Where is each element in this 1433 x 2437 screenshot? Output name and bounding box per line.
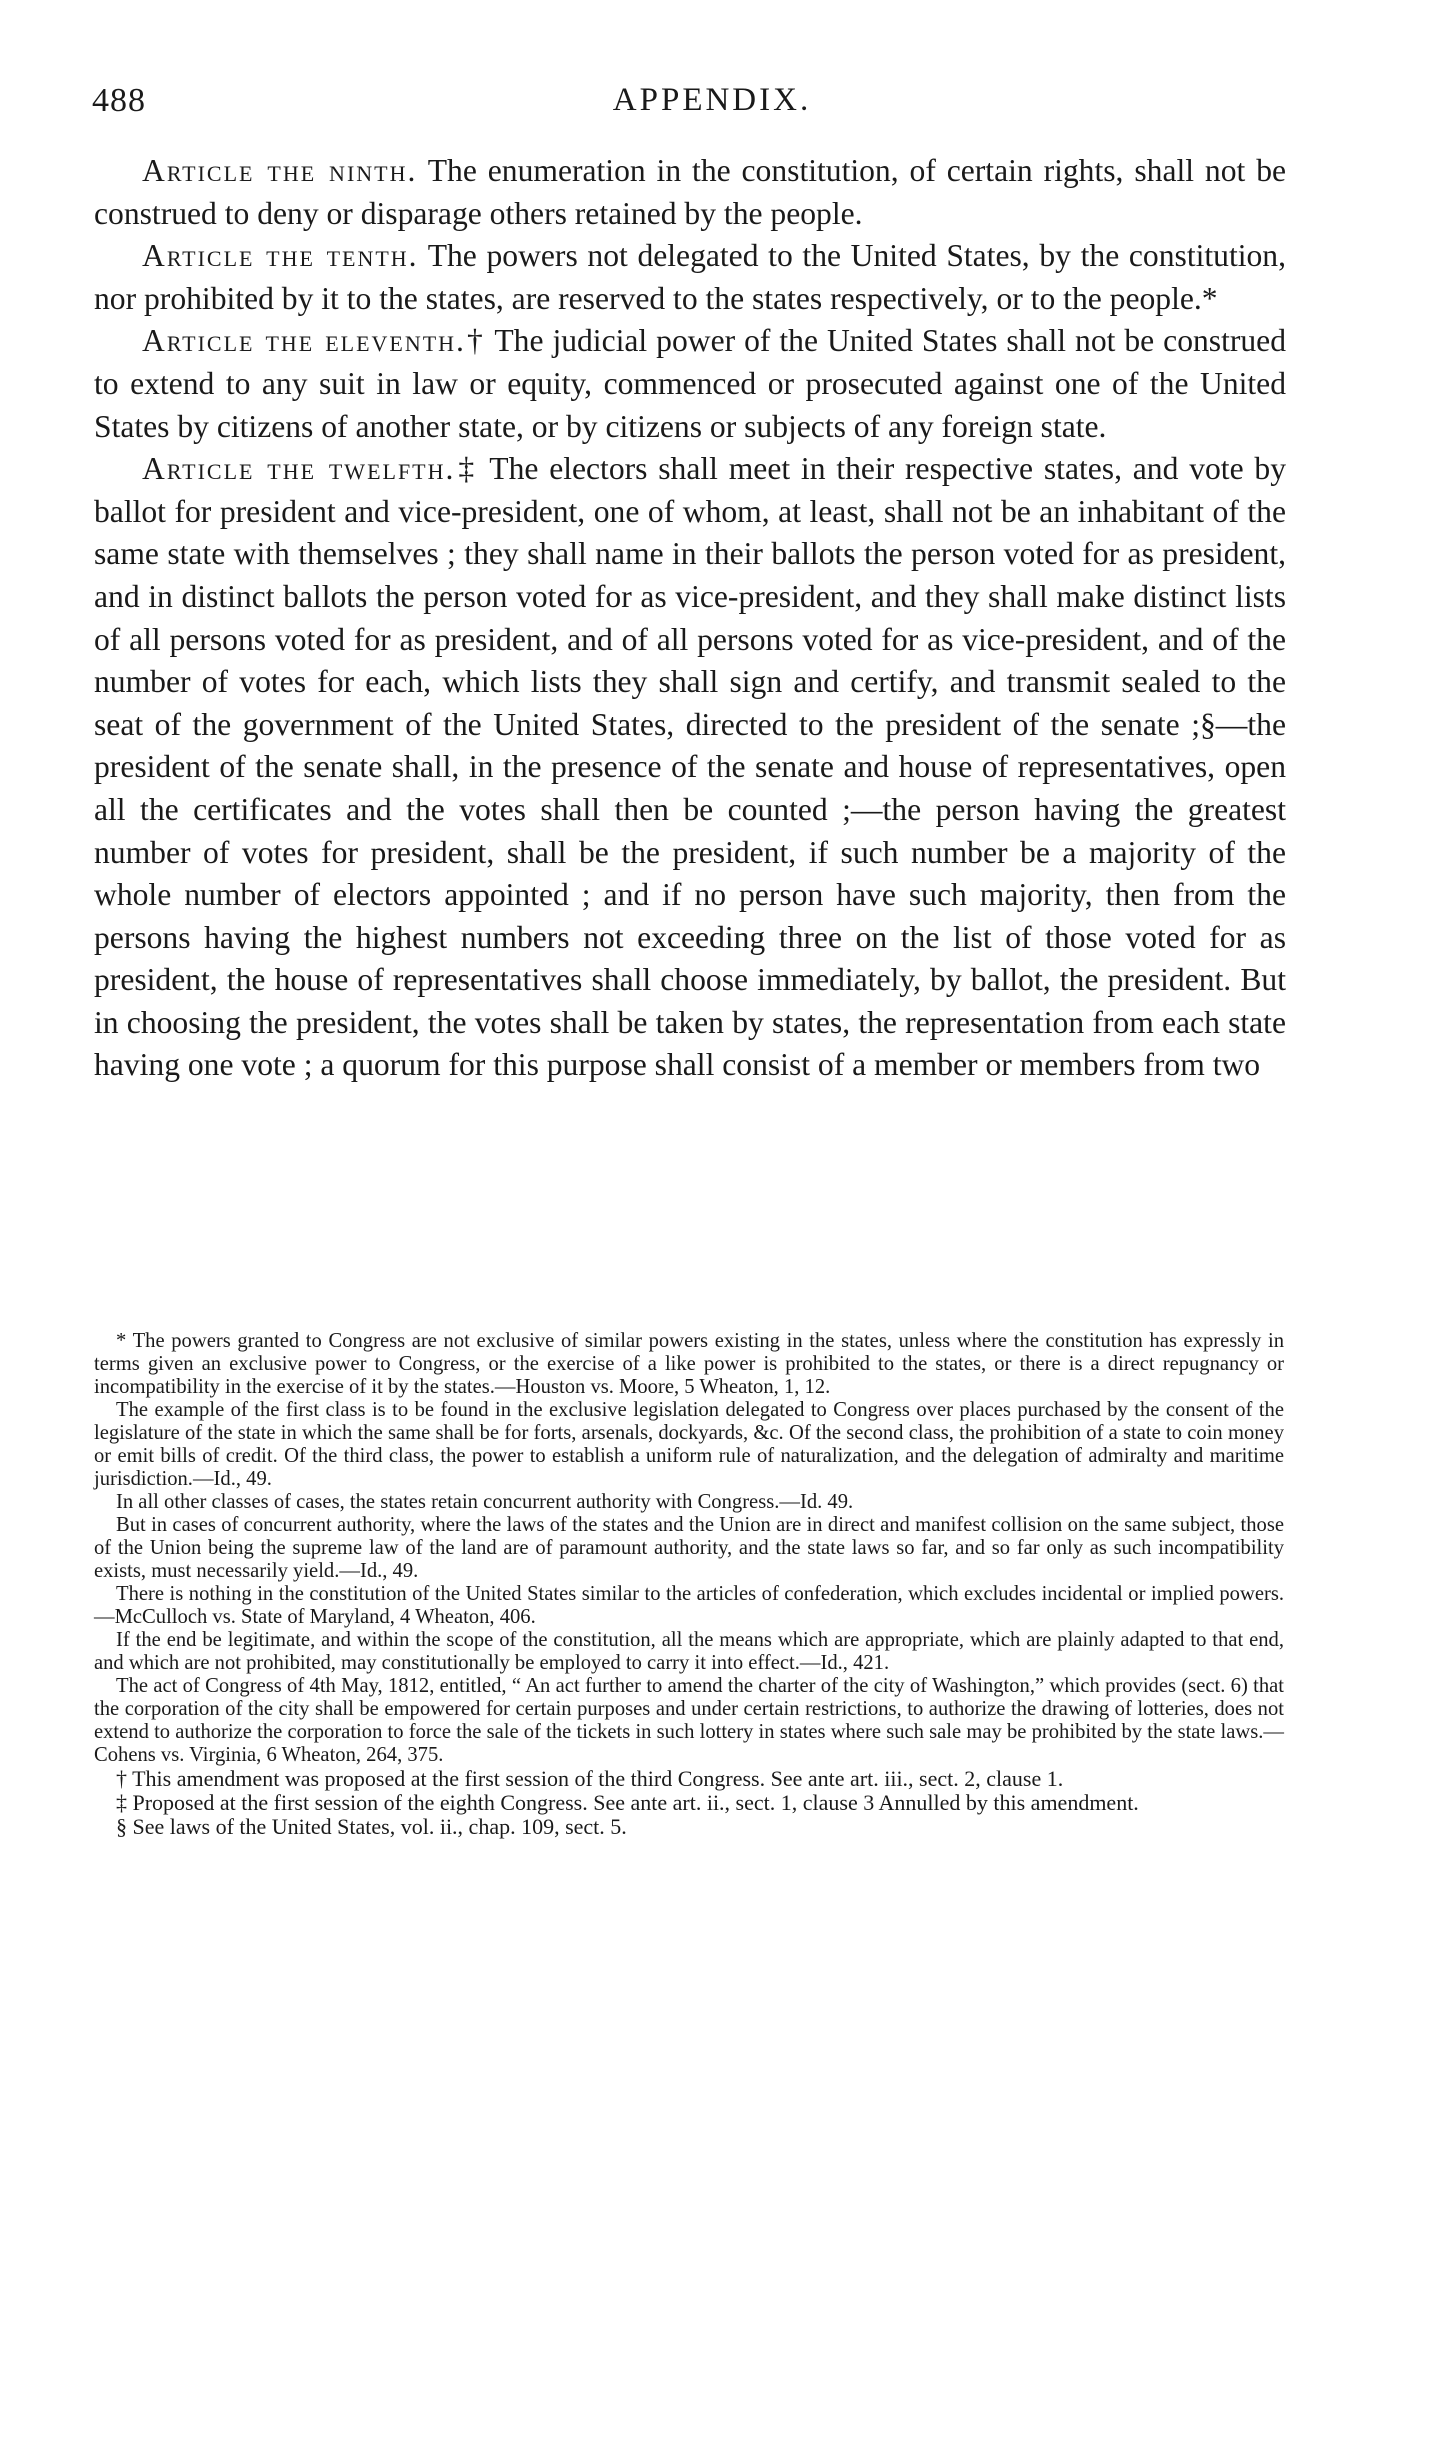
- footnote-asterisk: * The powers granted to Congress are not exclusive of similar powers existing in the states, unless where the constitution has expressly in terms given an exclusive power to Congress, or the exercise of a like power is prohibited to the states, or there is a direct repugnancy or incompatibility in the exercise of it by the states.—Houston vs. Moore, 5 Wheaton, 1, 12.: [94, 1330, 1284, 1398]
- article-label: Article the eleventh.†: [142, 323, 486, 359]
- footnote-paragraph: In all other classes of cases, the states retain concurrent authority with Congress.—Id. 49.: [116, 1491, 854, 1513]
- article-label: Article the twelfth.‡: [142, 451, 480, 487]
- article-twelfth: [94, 448, 1286, 1087]
- article-eleventh: [94, 320, 1286, 448]
- article-label: Article the tenth.: [142, 238, 419, 274]
- footnote-paragraph: If the end be legitimate, and within the scope of the constitution, all the means which are appropriate, which are plainly adapted to that end, and which are not prohibited, may constitutionally be employed to carry it into effect.—Id., 421.: [94, 1629, 1284, 1674]
- footnote-paragraph: The act of Congress of 4th May, 1812, entitled, “ An act further to amend the charter of the city of Washington,” which provides (sect. 6) that the corporation of the city shall be empowered for certain purposes and under certain restrictions, to authorize the drawing of lotteries, does not extend to authorize the corporation to force the sale of the tickets in such lottery in states where such sale may be prohibited by the state laws.—Cohens vs. Virginia, 6 Wheaton, 264, 375.: [94, 1675, 1284, 1766]
- footnote-paragraph: But in cases of concurrent authority, where the laws of the states and the Union are in direct and manifest collision on the same subject, those of the Union being the supreme law of the land are of paramount authority, and the state laws so far, and so far only as such incompatibility exists, must necessarily yield.—Id., 49.: [94, 1514, 1284, 1582]
- article-text: The enumeration in the constitution, of certain rights, shall not be construed to deny or disparage others retained by the people.: [94, 153, 1287, 231]
- footnote-dagger: † This amendment was proposed at the first session of the third Congress. See ante art. iii., sect. 2, clause 1.: [116, 1766, 1064, 1791]
- article-label: Article the ninth.: [142, 153, 418, 188]
- article-text: The judicial power of the United States shall not be construed to extend to any suit in law or equity, commenced or prosecuted against one of the United States by citizens of another state, or by citizens or subjects of any foreign state.: [94, 323, 1287, 444]
- footnote-paragraph: The example of the first class is to be found in the exclusive legislation delegated to Congress over places purchased by the consent of the legislature of the state in which the same shall be for forts, arsenals, dockyards, &c. Of the second class, the prohibition of a state to coin money or emit bills of credit. Of the third class, the power to establish a uniform rule of naturalization, and the delegation of admiralty and maritime jurisdiction.—Id., 49.: [94, 1399, 1284, 1490]
- article-text: The powers not delegated to the United States, by the constitution, nor prohibited by it to the states, are reserved to the states respectively, or to the people.*: [94, 238, 1286, 316]
- article-text: The electors shall meet in their respective states, and vote by ballot for president and vice-president, one of whom, at least, shall not be an inhabitant of the same state with themselves ; they shall name in their ballots the person voted for as president, and in distinct ballots the person voted for as vice-president, and they shall make distinct lists of all persons voted for as president, and of all persons voted for as vice-president, and of the number of votes for each, which lists they shall sign and certify, and transmit sealed to the seat of the government of the United States, directed to the president of the senate ;§—the president of the senate shall, in the presence of the senate and house of representatives, open all the certificates and the votes shall then be counted ;—the person having the greatest number of votes for president, shall be the president, if such number be a majority of the whole number of electors appointed ; and if no person have such majority, then from the persons having the highest numbers not exceeding three on the list of those voted for as president, the house of representatives shall choose immediately, by ballot, the president. But in choosing the president, the votes shall be taken by states, the representation from each state having one vote ; a quorum for this purpose shall consist of a member or members from two: [94, 451, 1287, 1083]
- running-head: APPENDIX.: [612, 82, 812, 118]
- footnote-section: § See laws of the United States, vol. ii., chap. 109, sect. 5.: [116, 1814, 627, 1839]
- footnote-double-dagger: ‡ Proposed at the first session of the eighth Congress. See ante art. ii., sect. 1, clause 3 Annulled by this amendment.: [116, 1790, 1139, 1815]
- body-text: [94, 150, 1286, 1087]
- page-number: 488: [92, 82, 146, 119]
- page-header: [92, 82, 1292, 132]
- article-ninth: [94, 150, 1286, 235]
- article-tenth: [94, 235, 1286, 320]
- footnotes: [94, 1330, 1284, 1839]
- footnote-paragraph: There is nothing in the constitution of the United States similar to the articles of confederation, which excludes incidental or implied powers.—McCulloch vs. State of Maryland, 4 Wheaton, 406.: [94, 1583, 1284, 1628]
